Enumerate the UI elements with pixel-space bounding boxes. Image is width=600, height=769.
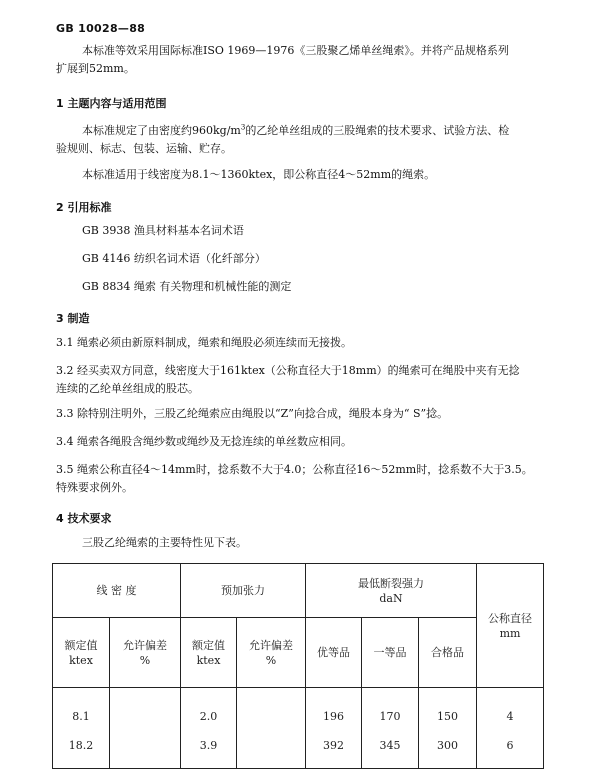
cell-linear-density: 8.1 18.2	[53, 688, 110, 769]
section-1-heading: 1 主题内容与适用范围	[56, 97, 167, 110]
section-2-heading: 2 引用标准	[56, 201, 112, 214]
cell-pt-tolerance	[237, 688, 306, 769]
clause-3-3: 3.3 除特别注明外，三股乙纶绳索应由绳股以“Z”向捻合成，绳股本身为“ S”捻。	[56, 407, 449, 420]
header-grade-qualified: 合格品	[419, 618, 477, 688]
clause-3-5-line-2: 特殊要求例外。	[56, 481, 133, 494]
section-1-para-2: 本标准适用于线密度为8.1～1360ktex，即公称直径4～52mm的绳索。	[82, 168, 436, 181]
reference-gb3938: GB 3938 渔具材料基本名词术语	[82, 224, 244, 237]
cell-qualified: 150 300	[419, 688, 477, 769]
table-row	[53, 688, 544, 769]
clause-3-4: 3.4 绳索各绳股含绳纱数或绳纱及无捻连续的单丝数应相同。	[56, 435, 352, 448]
header-ld-tolerance: 允许偏差 %	[110, 618, 181, 688]
intro-line-2: 扩展到52mm。	[56, 62, 135, 75]
section-4-heading: 4 技术要求	[56, 512, 112, 525]
clause-3-2-line-1: 3.2 经买卖双方同意，线密度大于161ktex（公称直径大于18mm）的绳索可在绳股中夹有无捻	[56, 364, 520, 377]
standard-code: GB 10028—88	[56, 22, 146, 35]
header-pretension: 预加张力	[181, 564, 306, 618]
intro-line-1: 本标准等效采用国际标准ISO 1969—1976《三股聚乙烯单丝绳索》。并将产品规格系列	[82, 44, 509, 57]
clause-3-2-line-2: 连续的乙纶单丝组成的股芯。	[56, 382, 199, 395]
superscript-3: 3	[240, 123, 246, 132]
header-min-breaking-force: 最低断裂强力 daN	[306, 564, 477, 618]
cell-pretension: 2.0 3.9	[181, 688, 237, 769]
rope-characteristics-table	[52, 563, 544, 769]
cell-ld-tolerance	[110, 688, 181, 769]
clause-3-5-line-1: 3.5 绳索公称直径4～14mm时，捻系数不大于4.0；公称直径16～52mm时，捻系数不大于3.5。	[56, 463, 533, 476]
section-1-para-1-line-1: 本标准规定了由密度约$960kg/m^3$的乙纶单丝组成的三股绳索的技术要求、试验方法、检	[82, 123, 510, 137]
header-grade-first: 一等品	[362, 618, 419, 688]
header-linear-density: 线 密 度	[53, 564, 181, 618]
reference-gb4146: GB 4146 纺织名词术语（化纤部分）	[82, 252, 266, 265]
section-1-para-1-line-2: 验规则、标志、包装、运输、贮存。	[56, 142, 232, 155]
cell-superior: 196 392	[306, 688, 362, 769]
reference-gb8834: GB 8834 绳索 有关物理和机械性能的测定	[82, 280, 292, 293]
section-3-heading: 3 制造	[56, 312, 90, 325]
section-4-para: 三股乙纶绳索的主要特性见下表。	[82, 536, 247, 549]
header-grade-superior: 优等品	[306, 618, 362, 688]
header-pt-rated: 额定值 ktex	[181, 618, 237, 688]
header-nominal-diameter: 公称直径 mm	[477, 564, 544, 688]
cell-diameter: 4 6	[477, 688, 544, 769]
cell-first: 170 345	[362, 688, 419, 769]
header-ld-rated: 额定值 ktex	[53, 618, 110, 688]
header-pt-tolerance: 允许偏差 %	[237, 618, 306, 688]
clause-3-1: 3.1 绳索必须由新原料制成，绳索和绳股必须连续而无接拨。	[56, 336, 352, 349]
